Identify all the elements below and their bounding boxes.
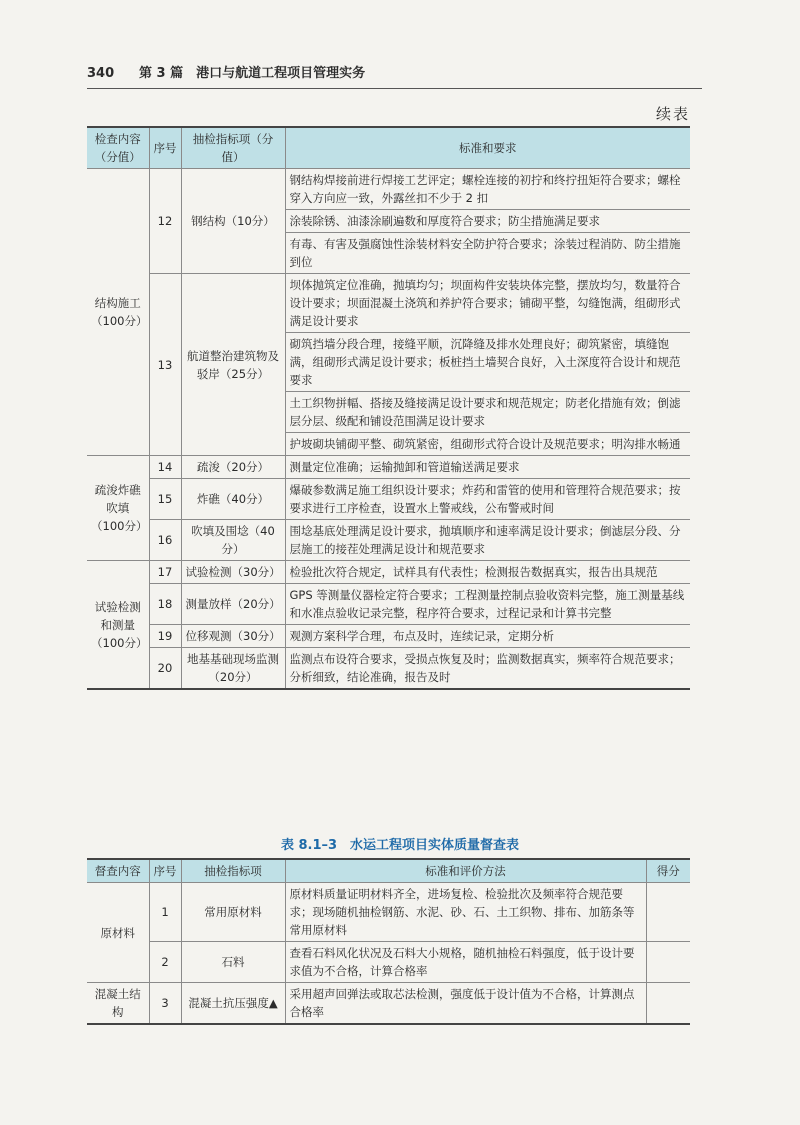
table-row: [87, 584, 690, 625]
standard-cell: 钢结构焊接前进行焊接工艺评定；螺栓连接的初拧和终拧扭矩符合要求；螺栓穿入方向应一致，外露丝扣不少于 2 扣: [285, 169, 690, 210]
col-header-score: 得分: [646, 859, 690, 883]
table-header-row: [87, 127, 690, 169]
item-no: 3: [149, 983, 181, 1025]
page-number: 340: [87, 66, 115, 81]
indicator-cell: 常用原材料: [181, 883, 285, 942]
inspection-table-continued: [87, 126, 690, 690]
standard-cell: 围埝基底处理满足设计要求，抛填顺序和速率满足设计要求；倒滤层分段、分层施工的接茬处理满足设计和规范要求: [285, 520, 690, 561]
item-no: 1: [149, 883, 181, 942]
standard-cell: 土工织物拼幅、搭接及缝接满足设计要求和规范规定；防老化措施有效；倒滤层分层、级配和铺设范围满足设计要求: [285, 392, 690, 433]
standard-cell: 监测点布设符合要求，受损点恢复及时；监测数据真实，频率符合规范要求；分析细致，结论准确，报告及时: [285, 648, 690, 690]
table-row: [87, 983, 690, 1025]
standard-cell: 测量定位准确；运输抛卸和管道输送满足要求: [285, 456, 690, 479]
category-cell: 原材料: [87, 883, 149, 983]
standard-cell: 涂装除锈、油漆涂刷遍数和厚度符合要求；防尘措施满足要求: [285, 210, 690, 233]
indicator-cell: 钢结构（10分）: [181, 169, 285, 274]
item-no: 17: [149, 561, 181, 584]
score-cell: [646, 942, 690, 983]
table-row: [87, 561, 690, 584]
standard-cell: 检验批次符合规定，试样具有代表性；检测报告数据真实，报告出具规范: [285, 561, 690, 584]
item-no: 16: [149, 520, 181, 561]
item-no: 20: [149, 648, 181, 690]
col-header-indicator: 抽检指标项: [181, 859, 285, 883]
table-row: [87, 520, 690, 561]
item-no: 15: [149, 479, 181, 520]
item-no: 18: [149, 584, 181, 625]
method-cell: 查看石料风化状况及石料大小规格，随机抽检石料强度，低于设计要求值为不合格，计算合格率: [285, 942, 646, 983]
item-no: 14: [149, 456, 181, 479]
continued-label: 续表: [655, 105, 690, 123]
table-row: [87, 456, 690, 479]
item-no: 19: [149, 625, 181, 648]
table-row: [87, 274, 690, 333]
quality-supervision-table: [87, 858, 690, 1025]
col-header-no: 序号: [149, 127, 181, 169]
indicator-cell: 测量放样（20分）: [181, 584, 285, 625]
item-no: 2: [149, 942, 181, 983]
category-cell: 结构施工（100分）: [87, 169, 149, 456]
indicator-cell: 炸礁（40分）: [181, 479, 285, 520]
table-row: [87, 942, 690, 983]
table-row: [87, 883, 690, 942]
item-no: 12: [149, 169, 181, 274]
category-cell: 混凝土结构: [87, 983, 149, 1025]
standard-cell: 有毒、有害及强腐蚀性涂装材料安全防护符合要求；涂装过程消防、防尘措施到位: [285, 233, 690, 274]
standard-cell: 坝体抛筑定位准确，抛填均匀；坝面构件安装块体完整，摆放均匀，数量符合设计要求；坝面混凝土浇筑和养护符合要求；铺砌平整，勾缝饱满，组砌形式满足设计要求: [285, 274, 690, 333]
indicator-cell: 石料: [181, 942, 285, 983]
category-cell: 疏浚炸礁吹填（100分）: [87, 456, 149, 561]
indicator-cell: 位移观测（30分）: [181, 625, 285, 648]
indicator-cell: 疏浚（20分）: [181, 456, 285, 479]
col-header-content: 督查内容: [87, 859, 149, 883]
method-cell: 原材料质量证明材料齐全，进场复检、检验批次及频率符合规范要求；现场随机抽检钢筋、水泥、砂、石、土工织物、排布、加筋条等常用原材料: [285, 883, 646, 942]
method-cell: 采用超声回弹法或取芯法检测，强度低于设计值为不合格，计算测点合格率: [285, 983, 646, 1025]
indicator-cell: 地基基础现场监测（20分）: [181, 648, 285, 690]
standard-cell: 观测方案科学合理，布点及时，连续记录，定期分析: [285, 625, 690, 648]
table-header-row: [87, 859, 690, 883]
col-header-indicator: 抽检指标项（分值）: [181, 127, 285, 169]
table-row: [87, 648, 690, 690]
indicator-cell: 吹填及围埝（40分）: [181, 520, 285, 561]
col-header-no: 序号: [149, 859, 181, 883]
table-row: [87, 625, 690, 648]
table-caption: 表 8.1–3 水运工程项目实体质量督查表: [280, 838, 520, 853]
standard-cell: 砌筑挡墙分段合理，接缝平顺，沉降缝及排水处理良好；砌筑紧密，填缝饱满，组砌形式满足设计要求；板桩挡土墙契合良好，入土深度符合设计和规范要求: [285, 333, 690, 392]
table-row: [87, 479, 690, 520]
indicator-cell: 航道整治建筑物及驳岸（25分）: [181, 274, 285, 456]
item-no: 13: [149, 274, 181, 456]
table-row: [87, 169, 690, 210]
score-cell: [646, 983, 690, 1025]
col-header-method: 标准和评价方法: [285, 859, 646, 883]
col-header-content: 检查内容（分值）: [87, 127, 149, 169]
col-header-standard: 标准和要求: [285, 127, 690, 169]
category-cell: 试验检测和测量（100分）: [87, 561, 149, 690]
page-header: [87, 66, 702, 89]
standard-cell: 爆破参数满足施工组织设计要求；炸药和雷管的使用和管理符合规范要求；按要求进行工序检查，设置水上警戒线，公布警戒时间: [285, 479, 690, 520]
running-title: 第 3 篇 港口与航道工程项目管理实务: [139, 66, 366, 81]
standard-cell: GPS 等测量仪器检定符合要求；工程测量控制点验收资料完整，施工测量基线和水准点验收记录完整，程序符合要求，过程记录和计算书完整: [285, 584, 690, 625]
indicator-cell: 混凝土抗压强度▲: [181, 983, 285, 1025]
score-cell: [646, 883, 690, 942]
indicator-cell: 试验检测（30分）: [181, 561, 285, 584]
standard-cell: 护坡砌块铺砌平整、砌筑紧密，组砌形式符合设计及规范要求；明沟排水畅通: [285, 433, 690, 456]
